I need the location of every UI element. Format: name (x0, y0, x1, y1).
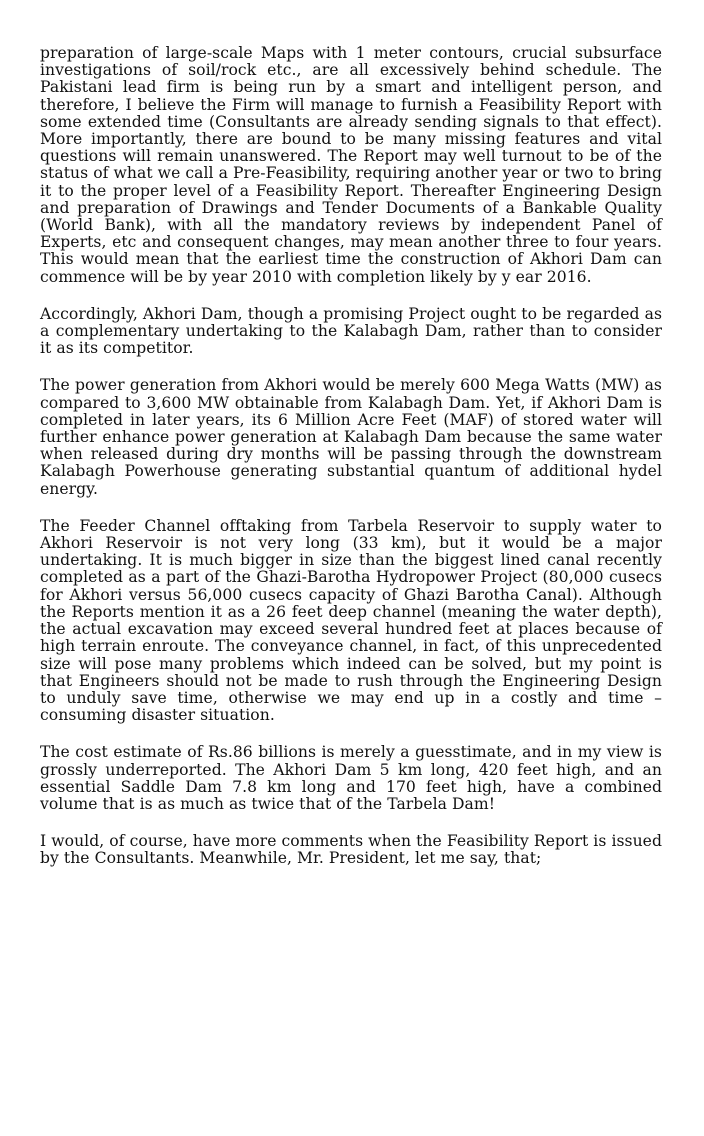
paragraph-cost-estimate: The cost estimate of Rs.86 billions is merely a guesstimate, and in my view is grossly underreported. The Akhori Dam 5 km long, 420 feet high, and an essential Saddle Dam 7.8 km long and 170 feet high, have a combined volume that is as much as twice that of the Tarbela Dam! (40, 743, 662, 813)
paragraph-power-generation: The power generation from Akhori would be merely 600 Mega Watts (MW) as compared to 3,600 MW obtainable from Kalabagh Dam. Yet, if Akhori Dam is completed in later years, its 6 Million Acre Feet (MAF) of stored water will further enhance power generation at Kalabagh Dam because the same water when released during dry months will be passing through the downstream Kalabagh Powerhouse generating substantial quantum of additional hydel energy. (40, 376, 662, 498)
paragraph-schedule-delay: preparation of large-scale Maps with 1 meter contours, crucial subsurface investigations of soil/rock etc., are all excessively behind schedule. The Pakistani lead firm is being run by a smart and intelligent person, and therefore, I believe the Firm will manage to furnish a Feasibility Report with some extended time (Consultants are already sending signals to that effect). More importantly, there are bound to be many missing features and vital questions will remain unanswered. The Report may well turnout to be of the status of what we call a Pre-Feasibility, requiring another year or two to bring it to the proper level of a Feasibility Report. Thereafter Engineering Design and preparation of Drawings and Tender Documents of a Bankable Quality (World Bank), with all the mandatory reviews by independent Panel of Experts, etc and consequent changes, may mean another three to four years. This would mean that the earliest time the construction of Akhori Dam can commence will be by year 2010 with completion likely by y ear 2016. (40, 44, 662, 286)
paragraph-feeder-channel: The Feeder Channel offtaking from Tarbela Reservoir to supply water to Akhori Reservoir is not very long (33 km), but it would be a major undertaking. It is much bigger in size than the biggest lined canal recently completed as a part of the Ghazi-Barotha Hydropower Project (80,000 cusecs for Akhori versus 56,000 cusecs capacity of Ghazi Barotha Canal). Although the Reports mention it as a 26 feet deep channel (meaning the water depth), the actual excavation may exceed several hundred feet at places because of high terrain enroute. The conveyance channel, in fact, of this unprecedented size will pose many problems which indeed can be solved, but my point is that Engineers should not be made to rush through the Engineering Design to unduly save time, otherwise we may end up in a costly and time – consuming disaster situation. (40, 516, 662, 725)
paragraph-complementary-project: Accordingly, Akhori Dam, though a promising Project ought to be regarded as a complementary undertaking to the Kalabagh Dam, rather than to consider it as its competitor. (40, 304, 662, 358)
paragraph-closing-remarks: I would, of course, have more comments when the Feasibility Report is issued by the Consultants. Meanwhile, Mr. President, let me say, that; (40, 832, 662, 868)
